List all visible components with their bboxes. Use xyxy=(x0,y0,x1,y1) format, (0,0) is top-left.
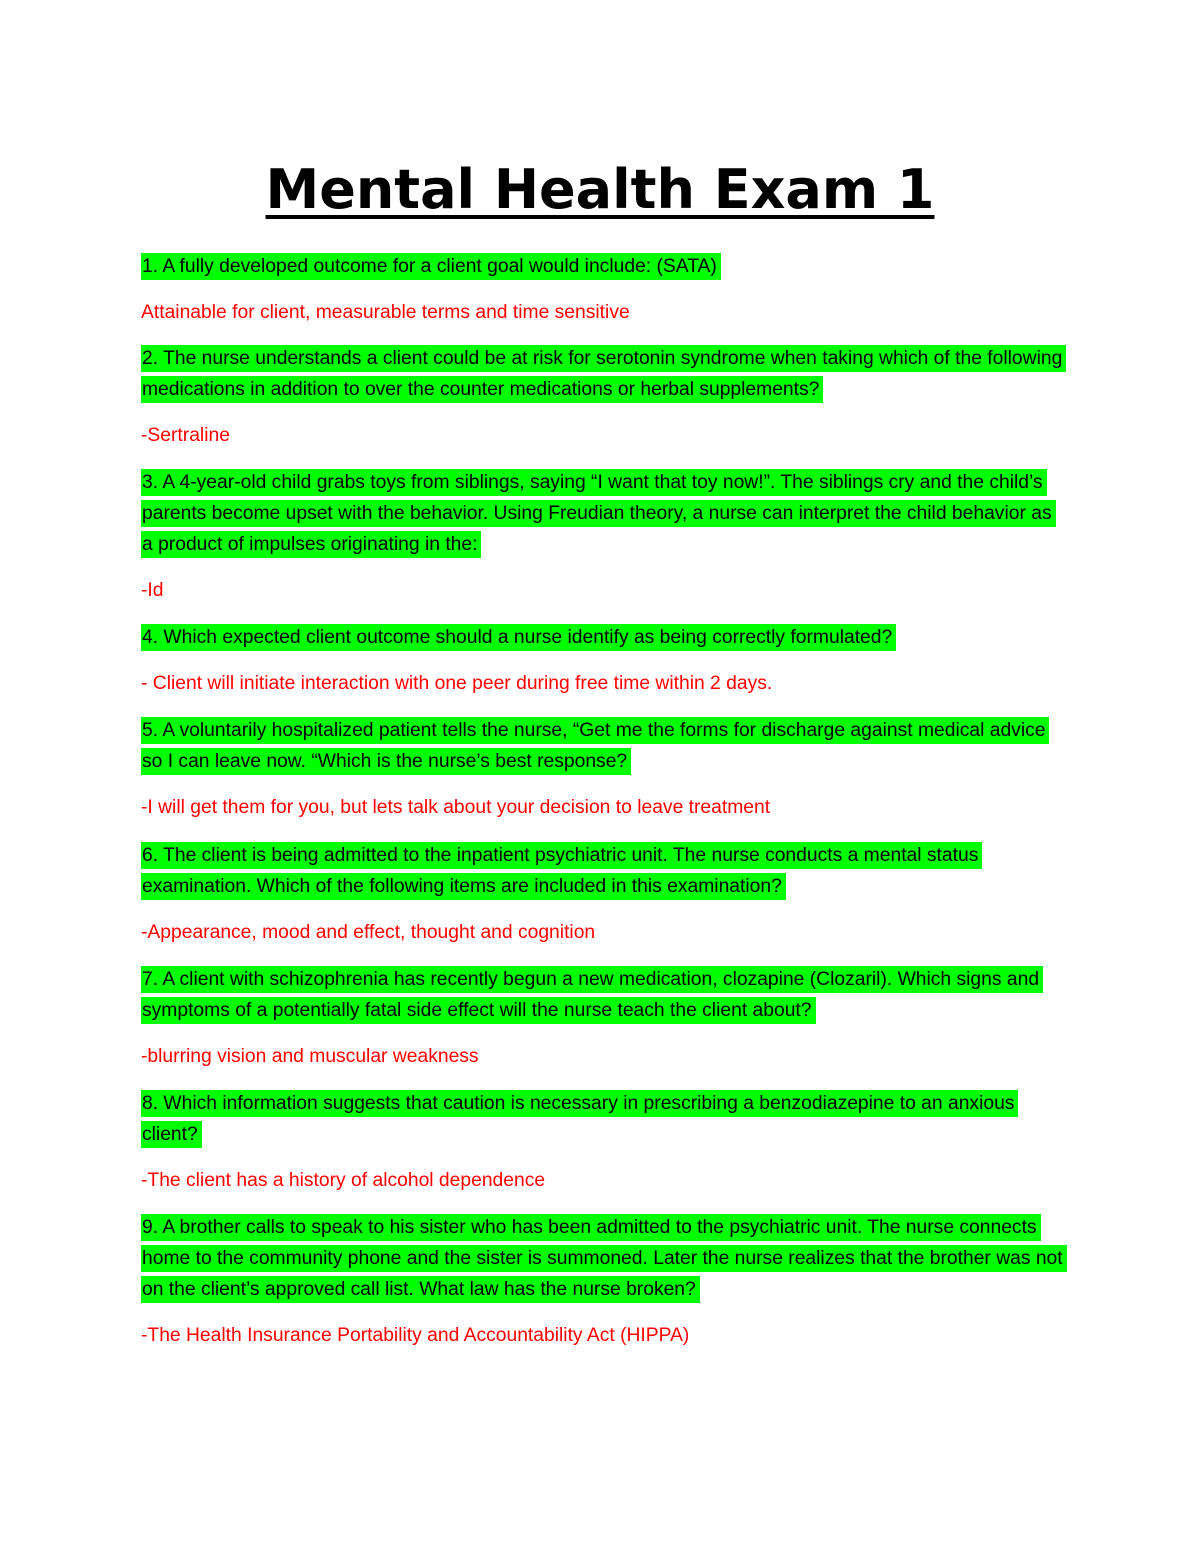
question-1: 1. A fully developed outcome for a client goal would include: (SATA) xyxy=(141,251,1066,282)
qa-item-9 xyxy=(141,1212,1066,1351)
answer-1: Attainable for client, measurable terms and time sensitive xyxy=(141,302,630,323)
qa-item-7 xyxy=(141,964,1066,1072)
qa-item-4 xyxy=(141,622,1066,699)
question-2: 2. The nurse understands a client could be at risk for serotonin syndrome when taking which of the following medications in addition to over the counter medications or herbal supplements? xyxy=(141,343,1066,405)
qa-item-3 xyxy=(141,467,1066,606)
answer-8: -The client has a history of alcohol dependence xyxy=(141,1170,546,1191)
question-4: 4. Which expected client outcome should a nurse identify as being correctly formulated? xyxy=(141,622,1066,653)
answer-3: -Id xyxy=(141,580,164,601)
qa-item-8 xyxy=(141,1088,1066,1196)
answer-9: -The Health Insurance Portability and Accountability Act (HIPPA) xyxy=(141,1325,690,1346)
qa-item-1 xyxy=(141,251,1066,328)
question-5: 5. A voluntarily hospitalized patient tells the nurse, “Get me the forms for discharge against medical advice so I can leave now. “Which is the nurse’s best response? xyxy=(141,715,1066,777)
qa-item-5 xyxy=(141,715,1066,823)
question-8: 8. Which information suggests that caution is necessary in prescribing a benzodiazepine to an anxious client? xyxy=(141,1088,1066,1150)
qa-item-2 xyxy=(141,343,1066,451)
answer-4: - Client will initiate interaction with one peer during free time within 2 days. xyxy=(141,673,773,694)
question-3: 3. A 4-year-old child grabs toys from siblings, saying “I want that toy now!”. The siblings cry and the child’s parents become upset with the behavior. Using Freudian theory, a nurse can interpret the child behavior as a product of impulses originating in the: xyxy=(141,467,1066,560)
page-title-text: Mental Health Exam 1 xyxy=(265,158,935,221)
question-7: 7. A client with schizophrenia has recently begun a new medication, clozapine (Clozaril). Which signs and symptoms of a potentially fatal side effect will the nurse teach the client about? xyxy=(141,964,1066,1026)
page-title xyxy=(0,150,1200,230)
qa-item-6 xyxy=(141,840,1066,948)
answer-2: -Sertraline xyxy=(141,425,230,446)
question-6: 6. The client is being admitted to the inpatient psychiatric unit. The nurse conducts a mental status examination. Which of the following items are included in this examination? xyxy=(141,840,1066,902)
answer-6: -Appearance, mood and effect, thought and cognition xyxy=(141,922,596,943)
question-9: 9. A brother calls to speak to his sister who has been admitted to the psychiatric unit. The nurse connects home to the community phone and the sister is summoned. Later the nurse realizes that the brother was not on the client’s approved call list. What law has the nurse broken? xyxy=(141,1212,1066,1305)
answer-5: -I will get them for you, but lets talk about your decision to leave treatment xyxy=(141,797,771,818)
answer-7: -blurring vision and muscular weakness xyxy=(141,1046,479,1067)
